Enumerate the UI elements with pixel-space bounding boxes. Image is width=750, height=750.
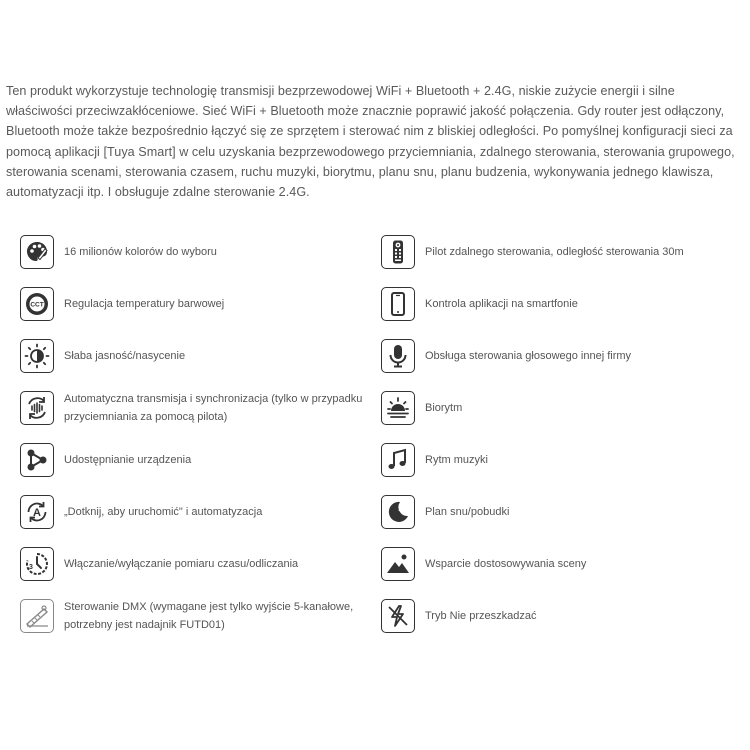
dmx-icon: [20, 599, 54, 633]
feature-dmx: [20, 596, 370, 636]
smartphone-icon: [381, 287, 415, 321]
microphone-icon: [381, 339, 415, 373]
brightness-icon: [20, 339, 54, 373]
feature-scene: [381, 544, 741, 584]
feature-label: „Dotknij, aby uruchomić" i automatyzacja: [64, 506, 263, 518]
feature-label: Wsparcie dostosowywania sceny: [425, 558, 587, 570]
feature-share: [20, 440, 370, 480]
feature-label: Obsługa sterowania głosowego innej firmy: [425, 350, 632, 362]
feature-smartphone: [381, 284, 741, 324]
feature-label: Automatyczna transmisja i synchronizacja (tylko w przypadku przyciemniania za pomocą pilota): [64, 393, 363, 423]
scene-icon: [381, 547, 415, 581]
sleep-icon: [381, 495, 415, 529]
auto-icon-text: A: [33, 507, 41, 519]
sunrise-icon: [381, 391, 415, 425]
feature-voice: [381, 336, 741, 376]
feature-label: Udostępnianie urządzenia: [64, 454, 192, 466]
sleep-icon-text: Z: [398, 504, 404, 513]
feature-automation: [20, 492, 370, 532]
intro-paragraph: Ten produkt wykorzystuje technologię transmisji bezprzewodowej WiFi + Bluetooth + 2.4G, niskie zużycie energii i silne właściwości przeciwzakłóceniowe. Sieć WiFi + Bluetooth może znacznie poprawić jakość połączenia. Gdy router jest odłączony, Bluetooth może także bezpośrednio łączyć się ze sprzętem i sterować nim z bliskiej odległości. Po pomyślnej konfiguracji sieci za pomocą aplikacji [Tuya Smart] w celu uzyskania bezprzewodowego przyciemniania, zdalnego sterowania, sterowania grupowego, sterowania scenami, sterowania czasem, ruchu muzyki, biorytmu, planu snu, planu budzenia, wykonywania jednego klawisza, automatyzacji itp. I obsługuje zdalne sterowanie 2.4G.: [6, 84, 735, 200]
feature-label: 16 milionów kolorów do wyboru: [64, 246, 217, 258]
feature-brightness: [20, 336, 370, 376]
feature-colors: [20, 232, 370, 272]
timer-icon: [20, 547, 54, 581]
cct-icon: [20, 287, 54, 321]
feature-label: Rytm muzyki: [425, 454, 488, 466]
feature-label: Słaba jasność/nasycenie: [64, 350, 186, 362]
feature-label: Kontrola aplikacji na smartfonie: [425, 298, 578, 310]
feature-label: Regulacja temperatury barwowej: [64, 298, 225, 310]
feature-label: Biorytm: [425, 402, 463, 414]
palette-icon: [20, 235, 54, 269]
feature-label: Włączanie/wyłączanie pomiaru czasu/odliczania: [64, 558, 299, 570]
feature-dnd: [381, 596, 741, 636]
cct-icon-text: CCT: [30, 301, 44, 309]
feature-label: Plan snu/pobudki: [425, 506, 510, 518]
feature-remote: [381, 232, 741, 272]
remote-icon: [381, 235, 415, 269]
feature-label: Pilot zdalnego sterowania, odległość sterowania 30m: [425, 246, 684, 258]
share-icon: [20, 443, 54, 477]
svg-text:3: 3: [29, 564, 33, 571]
feature-music: [381, 440, 741, 480]
sync-icon: [20, 391, 54, 425]
auto-icon: [20, 495, 54, 529]
music-icon: [381, 443, 415, 477]
feature-sleep: [381, 492, 741, 532]
feature-label: Sterowanie DMX (wymagane jest tylko wyjście 5-kanałowe, potrzebny jest nadajnik FUTD01): [64, 601, 354, 631]
feature-cct: [20, 284, 370, 324]
feature-biorhythm: [381, 388, 741, 428]
feature-label: Tryb Nie przeszkadzać: [425, 610, 537, 622]
feature-sync: [20, 388, 370, 428]
feature-timer: [20, 544, 370, 584]
do-not-disturb-icon: [381, 599, 415, 633]
